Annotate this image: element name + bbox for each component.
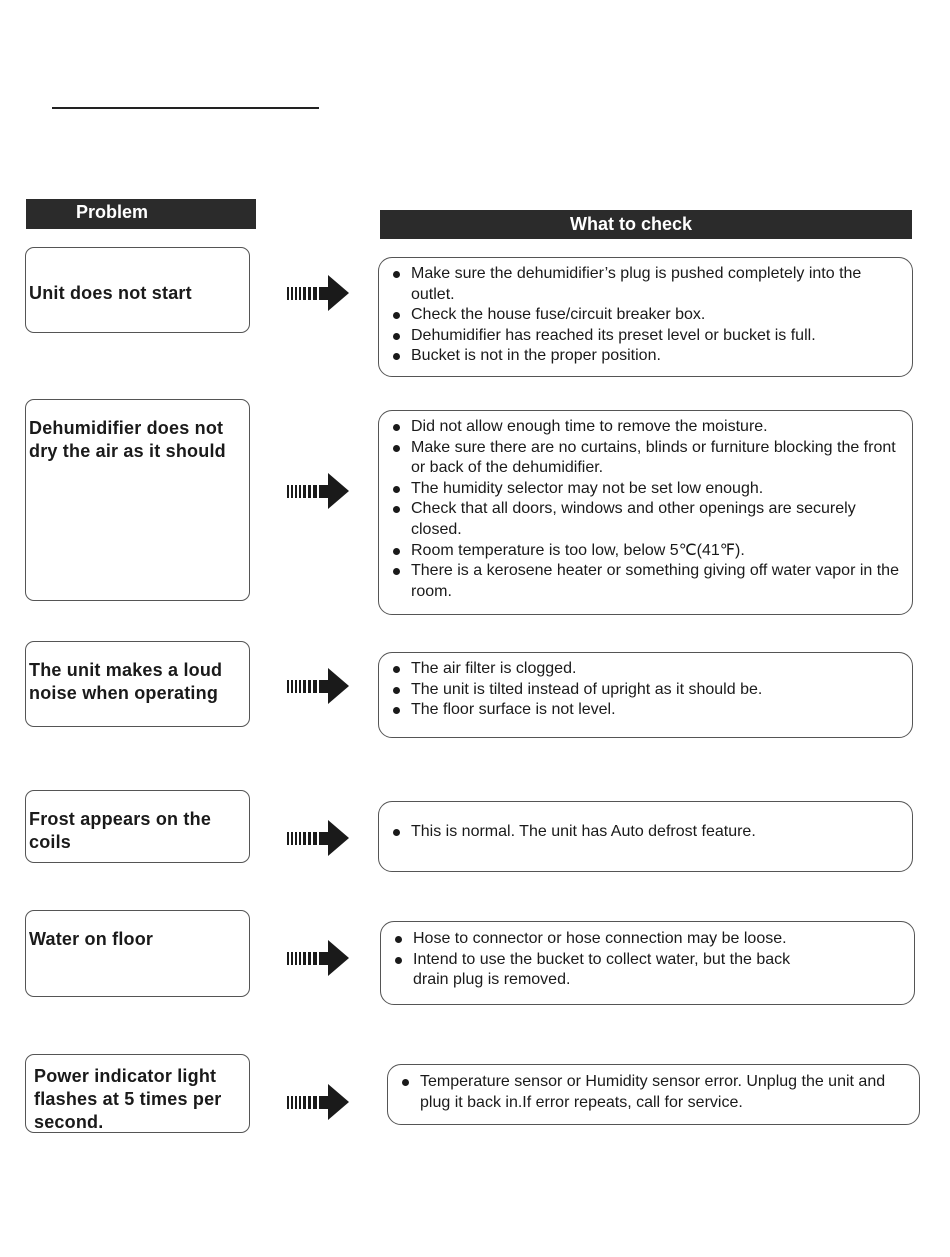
check-item: The unit is tilted instead of upright as it should be. xyxy=(391,680,906,701)
problem-text: Frost appears on the coils xyxy=(29,809,212,852)
problem-text: The unit makes a loud noise when operating xyxy=(29,660,223,703)
problem-text: Water on floor xyxy=(29,929,154,949)
arrow-right-icon xyxy=(287,470,353,512)
what-to-check-header xyxy=(380,210,912,239)
title-underline xyxy=(52,107,319,109)
arrow-right-icon xyxy=(287,1081,353,1123)
problem-box xyxy=(25,910,250,997)
problem-text: Power indicator light flashes at 5 times per second. xyxy=(34,1066,222,1132)
problem-header-label: Problem xyxy=(76,202,149,222)
arrow-right-icon xyxy=(287,937,353,979)
check-item: Intend to use the bucket to collect water, but the back drain plug is removed. xyxy=(393,950,908,991)
check-box xyxy=(387,1064,920,1125)
check-box xyxy=(380,921,915,1005)
check-item: Temperature sensor or Humidity sensor error. Unplug the unit and plug it back in.If error repeats, call for service. xyxy=(400,1072,913,1113)
check-item: Make sure the dehumidifier’s plug is pushed completely into the outlet. xyxy=(391,264,906,305)
check-item: Bucket is not in the proper position. xyxy=(391,346,906,367)
problem-box xyxy=(25,247,250,333)
problem-text: Unit does not start xyxy=(29,283,192,303)
check-item: Hose to connector or hose connection may be loose. xyxy=(393,929,908,950)
problem-box xyxy=(25,790,250,863)
arrow-right-icon xyxy=(287,272,353,314)
check-item: Dehumidifier has reached its preset level or bucket is full. xyxy=(391,326,906,347)
check-item: The floor surface is not level. xyxy=(391,700,906,721)
check-box xyxy=(378,801,913,872)
problem-text: Dehumidifier does not dry the air as it should xyxy=(29,418,226,461)
check-item: There is a kerosene heater or something giving off water vapor in the room. xyxy=(391,561,906,602)
check-item: This is normal. The unit has Auto defrost feature. xyxy=(391,822,906,843)
problem-header xyxy=(26,199,256,229)
arrow-right-icon xyxy=(287,817,353,859)
check-item: Did not allow enough time to remove the moisture. xyxy=(391,417,906,438)
arrow-right-icon xyxy=(287,665,353,707)
problem-box xyxy=(25,641,250,727)
check-box xyxy=(378,652,913,738)
check-item: Make sure there are no curtains, blinds or furniture blocking the front or back of the dehumidifier. xyxy=(391,438,906,479)
problem-box xyxy=(25,1054,250,1133)
check-item: Check that all doors, windows and other openings are securely closed. xyxy=(391,499,906,540)
problem-box xyxy=(25,399,250,601)
what-to-check-header-label: What to check xyxy=(570,214,693,234)
check-item: The air filter is clogged. xyxy=(391,659,906,680)
check-box xyxy=(378,410,913,615)
check-item: Room temperature is too low, below 5℃(41℉). xyxy=(391,541,906,562)
check-item: The humidity selector may not be set low enough. xyxy=(391,479,906,500)
check-box xyxy=(378,257,913,377)
check-item: Check the house fuse/circuit breaker box. xyxy=(391,305,906,326)
